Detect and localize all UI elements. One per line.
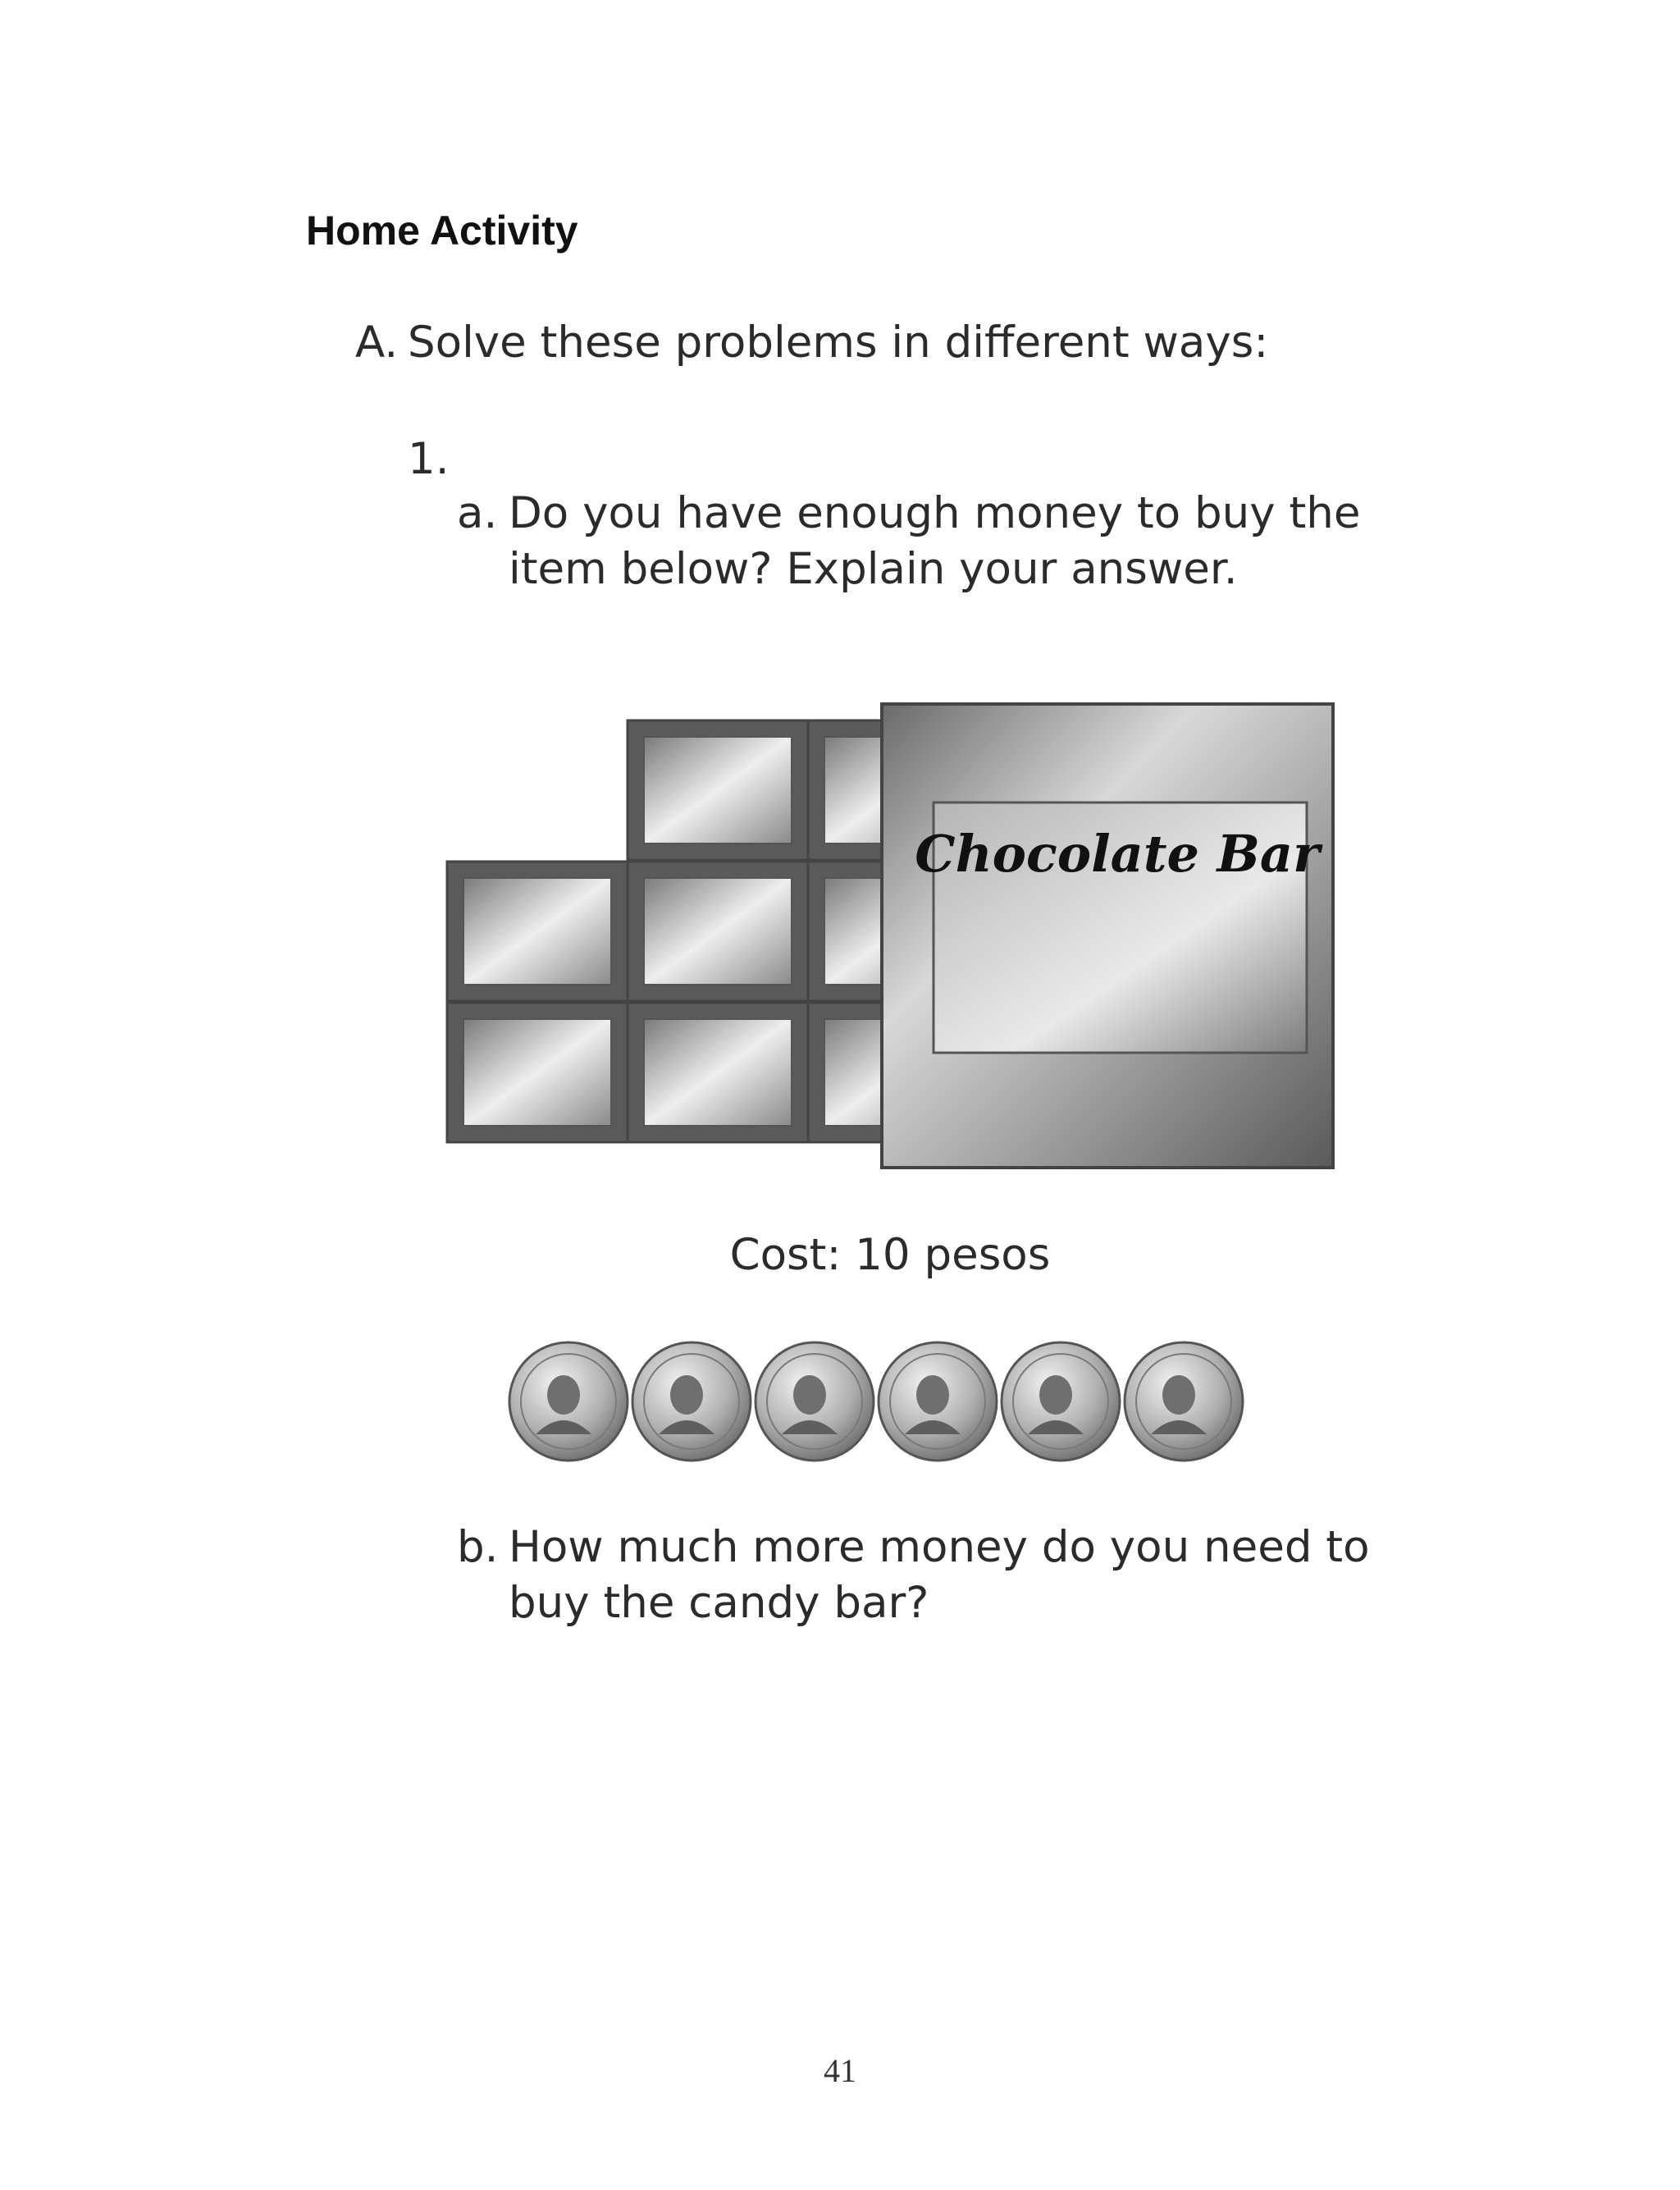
coin-icon bbox=[509, 1342, 628, 1461]
coin-icon bbox=[879, 1342, 997, 1461]
section-a-text: Solve these problems in different ways: bbox=[408, 318, 1269, 368]
cost-label: Cost: 10 pesos bbox=[729, 1230, 1051, 1280]
coin-icon bbox=[1002, 1342, 1120, 1461]
coin-icon bbox=[756, 1342, 874, 1461]
part-b-question: How much more money do you need to buy the candy bar? bbox=[509, 1522, 1370, 1628]
problem-number: 1. bbox=[408, 434, 450, 484]
page-number: 41 bbox=[824, 2052, 856, 2089]
chocolate-wrapper bbox=[882, 704, 1333, 1168]
part-b-label: b. bbox=[457, 1522, 499, 1572]
chocolate-bar-illustration bbox=[443, 702, 1345, 1177]
section-a-label: A. bbox=[355, 318, 399, 368]
coin-icon bbox=[1125, 1342, 1243, 1461]
coin-icon bbox=[632, 1342, 751, 1461]
page-heading: Home Activity bbox=[306, 208, 578, 254]
part-a-question: Do you have enough money to buy the item below? Explain your answer. bbox=[509, 488, 1361, 594]
part-a-label: a. bbox=[457, 488, 498, 538]
wrapper-label-text: Chocolate Bar bbox=[915, 824, 1320, 884]
coins-row bbox=[504, 1336, 1292, 1467]
